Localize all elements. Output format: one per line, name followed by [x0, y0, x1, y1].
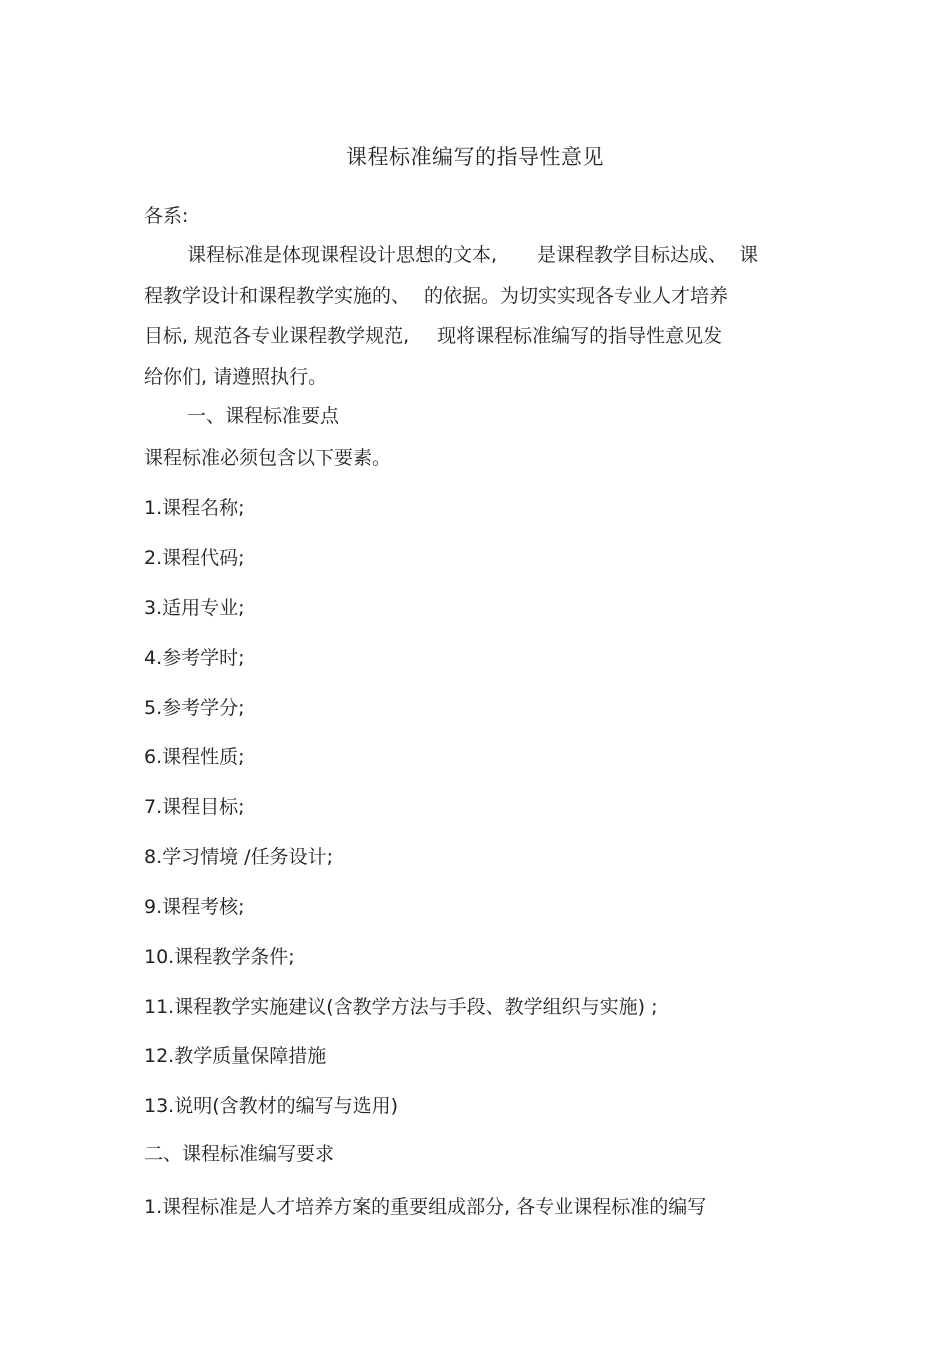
- intro-line-2: [144, 283, 728, 309]
- list-item-3: 3.适用专业;: [144, 597, 245, 619]
- intro-line-2-part-b: 的依据。为切实实现各专业人才培养: [424, 285, 729, 307]
- intro-line-1-part-b: 是课程教学目标达成、: [537, 244, 728, 266]
- list-item-12: 12.教学质量保障措施: [144, 1045, 327, 1067]
- list-item-4: 4.参考学时;: [144, 647, 245, 669]
- list-item-7: 7.课程目标;: [144, 796, 245, 818]
- section-1-lead: 课程标准必须包含以下要素。: [144, 447, 392, 469]
- list-item-1: 1.课程名称;: [144, 497, 245, 519]
- list-item-5: 5.参考学分;: [144, 697, 245, 719]
- list-item-10: 10.课程教学条件;: [144, 946, 295, 968]
- list-item-13: 13.说明(含教材的编写与选用): [144, 1095, 399, 1117]
- section-2-heading: 二、课程标准编写要求: [144, 1143, 335, 1165]
- salutation: 各系:: [144, 205, 189, 227]
- list-item-2: 2.课程代码;: [144, 547, 245, 569]
- intro-line-1-part-a: 课程标准是体现课程设计思想的文本,: [187, 244, 498, 266]
- intro-line-4: 给你们, 请遵照执行。: [144, 366, 328, 388]
- list-item-9: 9.课程考核;: [144, 896, 245, 918]
- section-1-heading: 一、课程标准要点: [187, 405, 340, 427]
- intro-line-1: [187, 242, 758, 268]
- list-item-11: 11.课程教学实施建议(含教学方法与手段、教学组织与实施) ;: [144, 996, 658, 1018]
- intro-line-1-part-c: 课: [739, 244, 759, 266]
- list-item-6: 6.课程性质;: [144, 746, 245, 768]
- document-title: 课程标准编写的指导性意见: [346, 145, 604, 169]
- intro-line-3-part-a: 目标, 规范各专业课程教学规范,: [144, 325, 410, 347]
- section-2-item-1: 1.课程标准是人才培养方案的重要组成部分, 各专业课程标准的编写: [144, 1196, 707, 1218]
- list-item-8: 8.学习情境 /任务设计;: [144, 846, 333, 868]
- intro-line-2-part-a: 程教学设计和课程教学实施的、: [144, 285, 411, 307]
- intro-line-3: [144, 323, 722, 349]
- intro-line-3-part-b: 现将课程标准编写的指导性意见发: [437, 325, 723, 347]
